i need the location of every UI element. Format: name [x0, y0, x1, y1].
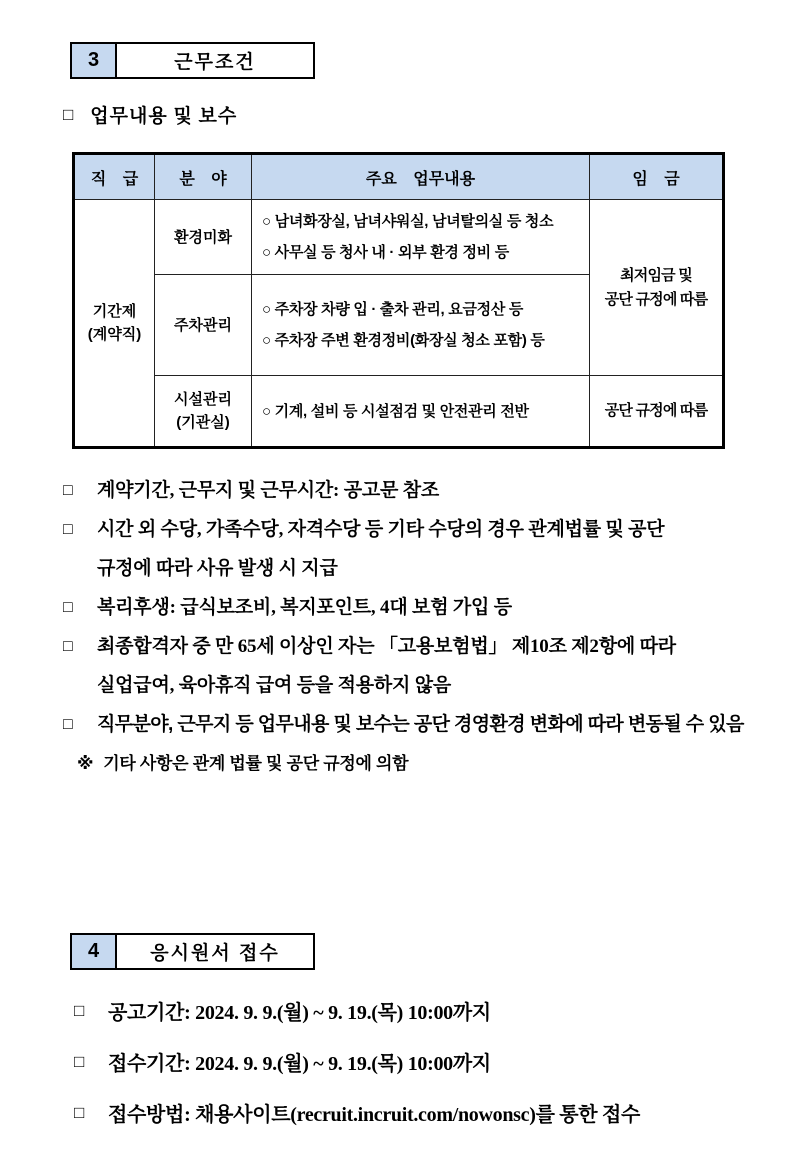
- list-item: [74, 1047, 793, 1076]
- square-bullet-icon: □: [74, 1102, 84, 1122]
- footnote-text: 기타 사항은 관계 법률 및 공단 규정에 의함: [103, 754, 409, 773]
- task-line: ○ 사무실 등 청사 내 · 외부 환경 정비 등: [262, 244, 509, 261]
- list-item: [63, 705, 753, 744]
- header-wage: 임 금: [590, 154, 724, 200]
- subsection-heading: [63, 101, 793, 128]
- note-text: 복리후생: 급식보조비, 복지포인트, 4대 보험 가입 등: [97, 597, 512, 618]
- list-item: [63, 471, 753, 510]
- reference-mark-icon: ※: [77, 754, 94, 773]
- square-bullet-icon: □: [63, 104, 75, 124]
- field-cell: [155, 376, 252, 448]
- square-bullet-icon: □: [74, 1000, 84, 1020]
- list-item: [74, 996, 793, 1025]
- note-text: 시간 외 수당, 가족수당, 자격수당 등 기타 수당의 경우 관계법률 및 공단: [97, 519, 665, 540]
- task-cell: [252, 200, 590, 275]
- square-bullet-icon: □: [74, 1051, 84, 1071]
- task-line: ○ 주차장 차량 입 · 출차 관리, 요금정산 등: [262, 301, 524, 318]
- task-line: ○ 기계, 설비 등 시설점검 및 안전관리 전반: [262, 402, 529, 420]
- section-4-number: 4: [72, 935, 117, 968]
- note-text: 실업급여, 육아휴직 급여 등을 적용하지 않음: [97, 675, 452, 696]
- footnote: [77, 744, 753, 783]
- task-cell: [252, 275, 590, 376]
- duty-wage-table: [72, 152, 725, 449]
- table-row: [74, 376, 724, 448]
- field-line1: 시설관리: [174, 391, 232, 408]
- section-3-title: 근무조건: [174, 52, 256, 73]
- header-field: 분 야: [155, 154, 252, 200]
- list-item-continuation: [63, 549, 753, 588]
- list-item: [63, 510, 753, 549]
- list-item: [63, 588, 753, 627]
- application-list: [74, 996, 793, 1127]
- rank-line1: 기간제: [92, 303, 137, 320]
- header-tasks: 주요 업무내용: [252, 154, 590, 200]
- wage-line2: 공단 규정에 따름: [604, 290, 708, 308]
- field-cell: 주차관리: [155, 275, 252, 376]
- rank-cell: [74, 200, 155, 448]
- notes-list: [63, 471, 753, 783]
- task-cell: [252, 376, 590, 448]
- task-line: ○ 남녀화장실, 남녀샤워실, 남녀탈의실 등 청소: [262, 213, 554, 230]
- field-line2: (기관실): [176, 414, 230, 431]
- square-bullet-icon: □: [63, 599, 73, 616]
- wage-line1: 최저임금 및: [620, 266, 692, 284]
- section-3-number: 3: [72, 44, 117, 77]
- apply-text: 접수기간: 2024. 9. 9.(월) ~ 9. 19.(목) 10:00까지: [108, 1053, 491, 1075]
- wage-cell-rows12: [590, 200, 724, 376]
- note-text: 계약기간, 근무지 및 근무시간: 공고문 참조: [97, 480, 440, 501]
- task-line: ○ 주차장 주변 환경정비(화장실 청소 포함) 등: [262, 332, 545, 349]
- wage-cell-row3: 공단 규정에 따름: [590, 376, 724, 448]
- square-bullet-icon: □: [63, 521, 73, 538]
- rank-line2: (계약직): [87, 326, 142, 343]
- square-bullet-icon: □: [63, 716, 73, 733]
- note-text: 규정에 따라 사유 발생 시 지급: [97, 558, 338, 579]
- subsection-title: 업무내용 및 보수: [90, 106, 238, 127]
- note-text: 최종합격자 중 만 65세 이상인 자는 「고용보험법」 제10조 제2항에 따라: [97, 636, 676, 657]
- note-text: 직무분야, 근무지 등 업무내용 및 보수는 공단 경영환경 변화에 따라 변동될 수 있음: [97, 714, 744, 735]
- apply-text: 접수방법: 채용사이트(recruit.incruit.com/nowonsc)를 통한 접수: [108, 1104, 641, 1126]
- section-4-title: 응시원서 접수: [150, 943, 280, 964]
- table-row: [74, 200, 724, 275]
- table-header-row: [74, 154, 724, 200]
- field-cell: 환경미화: [155, 200, 252, 275]
- list-item-continuation: [63, 666, 753, 705]
- square-bullet-icon: □: [63, 638, 73, 655]
- section-3-header: [70, 42, 315, 79]
- apply-text: 공고기간: 2024. 9. 9.(월) ~ 9. 19.(목) 10:00까지: [108, 1002, 491, 1024]
- section-4-header: [70, 933, 315, 970]
- header-rank: 직 급: [74, 154, 155, 200]
- square-bullet-icon: □: [63, 482, 73, 499]
- list-item: [63, 627, 753, 666]
- list-item: [74, 1098, 793, 1127]
